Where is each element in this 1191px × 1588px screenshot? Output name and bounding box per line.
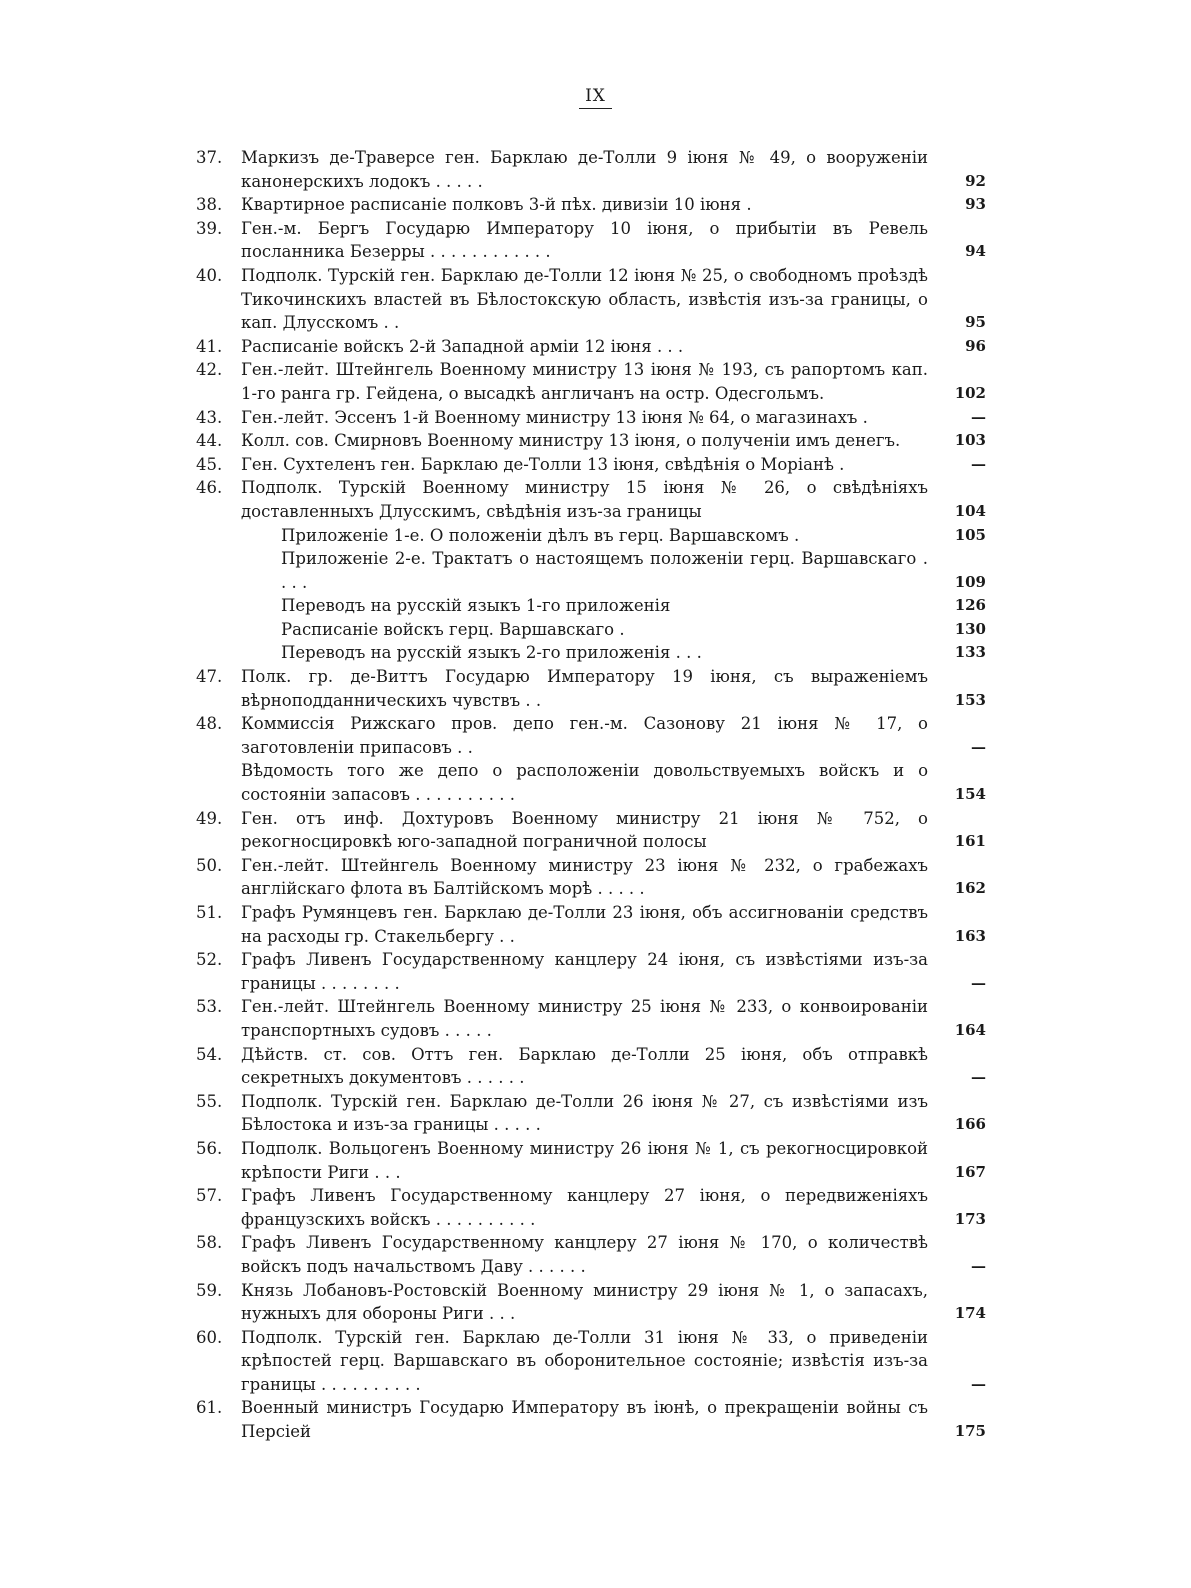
entry-title: Колл. сов. Смирновъ Военному министру 13 іюня, о полученіи имъ денегъ. [241, 431, 901, 451]
entry-number: 58. [196, 1233, 223, 1253]
toc-entry [196, 453, 986, 477]
entry-title: Приложеніе 2-е. Трактатъ о настоящемъ положеніи герц. Варшавскаго . . . . [281, 549, 928, 592]
entry-page-number: 164 [954, 1020, 986, 1039]
entry-title: Приложеніе 1-е. О положеніи дѣлъ въ герц. Варшавскомъ . [281, 525, 800, 545]
toc-entry [196, 1231, 986, 1278]
entry-page-number: 175 [954, 1422, 986, 1441]
entry-page-number: — [971, 407, 986, 426]
toc-entry [196, 901, 986, 948]
toc-entry [196, 1043, 986, 1090]
toc-entry [196, 547, 986, 594]
toc-entry [196, 524, 986, 548]
entry-page-number: 105 [954, 525, 986, 544]
toc-entry [196, 429, 986, 453]
entry-number [196, 641, 241, 665]
toc-entry [196, 476, 986, 523]
entry-title: Графъ Ливенъ Государственному канцлеру 27 іюня, о передвиженіяхъ французскихъ войскъ . . . . . . . . . . [241, 1186, 928, 1229]
entry-number: 52. [196, 950, 223, 970]
entry-title: Военный министръ Государю Императору въ іюнѣ, о прекращеніи войны съ Персіей [241, 1398, 928, 1442]
entry-title: Расписаніе войскъ 2-й Западной арміи 12 іюня . . . [241, 336, 684, 356]
entry-number: 40. [196, 265, 223, 285]
entry-number: 41. [196, 336, 223, 356]
entry-page-number: 153 [954, 690, 986, 709]
entry-page-number: 163 [954, 926, 986, 945]
entry-title: Вѣдомость того же депо о расположеніи довольствуемыхъ войскъ и о состояніи запасовъ . . . . . . . . . . [241, 761, 928, 805]
entry-page-number: 102 [954, 383, 986, 402]
entry-page-number: 92 [965, 171, 986, 190]
toc-entry [196, 146, 986, 193]
entry-title: Графъ Румянцевъ ген. Барклаю де-Толли 23 іюня, объ ассигнованіи средствъ на расходы гр. Стакельбергу . . [241, 903, 928, 946]
entry-title: Подполк. Турскій ген. Барклаю де-Толли 31 іюня № 33, о приведеніи крѣпостей герц. Варшавскаго въ оборонительное состояніе; извѣстія изъ-за границы . . . . . . . . . . [241, 1327, 928, 1394]
entry-number: 49. [196, 808, 223, 828]
entry-number: 60. [196, 1327, 223, 1347]
entry-title: Подполк. Турскій ген. Барклаю де-Толли 12 іюня № 25, о свободномъ проѣздѣ Тикочинскихъ властей въ Бѣлостокскую область, извѣстія изъ-за границы, о кап. Длусскомъ . . [241, 265, 928, 333]
entry-page-number: 133 [954, 643, 986, 662]
toc-entry [196, 594, 986, 618]
toc-entry [196, 1326, 986, 1397]
entry-number: 53. [196, 997, 223, 1017]
toc-entry [196, 948, 986, 995]
entry-title: Графъ Ливенъ Государственному канцлеру 24 іюня, съ извѣстіями изъ-за границы . . . . . . . . [241, 950, 928, 993]
toc-entry [196, 193, 986, 217]
toc-entry [196, 759, 986, 806]
entry-title: Полк. гр. де-Виттъ Государю Императору 19 іюня, съ выраженіемъ вѣрноподданническихъ чувствъ . . [241, 667, 928, 710]
entry-title: Ген.-лейт. Эссенъ 1-й Военному министру 13 іюня № 64, о магазинахъ . [241, 407, 868, 427]
entry-page-number: — [971, 737, 986, 756]
entry-number: 46. [196, 478, 223, 498]
entry-page-number: 95 [965, 313, 986, 332]
toc-entry [196, 335, 986, 359]
toc-entry [196, 712, 986, 759]
toc-entry [196, 1137, 986, 1184]
entry-page-number: 173 [954, 1209, 986, 1228]
toc-entry [196, 854, 986, 901]
entry-title: Графъ Ливенъ Государственному канцлеру 27 іюня № 170, о количествѣ войскъ подъ начальствомъ Даву . . . . . . [241, 1233, 928, 1276]
entry-page-number: 93 [965, 195, 986, 214]
entry-title: Ген.-лейт. Штейнгель Военному министру 25 іюня № 233, о конвоированіи транспортныхъ судовъ . . . . . [241, 997, 928, 1040]
entry-number: 56. [196, 1138, 223, 1158]
entry-title: Ген. Сухтеленъ ген. Барклаю де-Толли 13 іюня, свѣдѣнія о Моріанѣ . [241, 454, 845, 474]
entry-page-number: — [971, 1374, 986, 1393]
toc-entry [196, 641, 986, 665]
entry-page-number: 104 [954, 501, 986, 520]
entry-title: Дѣйств. ст. сов. Оттъ ген. Барклаю де-Толли 25 іюня, объ отправкѣ секретныхъ документовъ . . . . . . [241, 1044, 928, 1088]
entry-number: 51. [196, 903, 223, 922]
table-of-contents [196, 146, 986, 1444]
toc-entry [196, 406, 986, 430]
entry-number: 37. [196, 148, 223, 167]
entry-page-number: 162 [954, 879, 986, 898]
entry-number: 61. [196, 1398, 223, 1418]
entry-page-number: — [971, 1256, 986, 1275]
entry-page-number: 94 [965, 242, 986, 261]
toc-entry [196, 1184, 986, 1231]
entry-page-number: 130 [954, 619, 986, 638]
entry-number: 38. [196, 195, 223, 215]
entry-title: Коммиссія Рижскаго пров. депо ген.-м. Сазонову 21 іюня № 17, о заготовленіи припасовъ . . [241, 714, 928, 757]
toc-entry [196, 995, 986, 1042]
entry-number: 47. [196, 667, 223, 687]
roman-page-number: IX [579, 86, 612, 109]
toc-entry [196, 358, 986, 405]
entry-number: 39. [196, 218, 223, 238]
entry-page-number: 103 [954, 431, 986, 450]
entry-title: Ген.-лейт. Штейнгель Военному министру 23 іюня № 232, о грабежахъ англійскаго флота въ Балтійскомъ морѣ . . . . . [241, 855, 928, 899]
entry-number: 43. [196, 407, 223, 427]
toc-entry [196, 217, 986, 264]
toc-entry [196, 1279, 986, 1326]
entry-page-number: 109 [954, 572, 986, 591]
entry-number: 55. [196, 1091, 223, 1111]
toc-entry [196, 1090, 986, 1137]
entry-title: Ген.-м. Бергъ Государю Императору 10 іюня, о прибытіи въ Ревель посланника Безерры . . . . . . . . . . . . [241, 218, 928, 262]
entry-title: Расписаніе войскъ герц. Варшавскаго . [281, 619, 625, 639]
entry-page-number: — [971, 454, 986, 473]
toc-entry [196, 665, 986, 712]
entry-page-number: 126 [954, 596, 986, 615]
entry-title: Переводъ на русскій языкъ 2-го приложенія . . . [281, 643, 702, 663]
entry-page-number: — [971, 973, 986, 992]
entry-title: Ген. отъ инф. Дохтуровъ Военному министру 21 іюня № 752, о рекогносцировкѣ юго-западной пограничной полосы [241, 808, 928, 852]
entry-page-number: 154 [954, 785, 986, 804]
entry-number [196, 524, 241, 548]
entry-number: 59. [196, 1280, 223, 1300]
entry-title: Подполк. Турскій ген. Барклаю де-Толли 26 іюня № 27, съ извѣстіями изъ Бѣлостока и изъ-за границы . . . . . [241, 1091, 928, 1135]
entry-title: Подполк. Вольцогенъ Военному министру 26 іюня № 1, съ рекогносцировкой крѣпости Риги . . . [241, 1138, 928, 1182]
page-header [0, 86, 1191, 109]
entry-number [196, 618, 241, 642]
toc-entry [196, 618, 986, 642]
entry-title: Ген.-лейт. Штейнгель Военному министру 13 іюня № 193, съ рапортомъ кап. 1-го ранга гр. Гейдена, о высадкѣ англичанъ на остр. Одесгольмъ. [241, 360, 928, 403]
entry-number [196, 547, 241, 594]
entry-page-number: 96 [965, 336, 986, 355]
entry-number: 44. [196, 431, 223, 451]
entry-number: 42. [196, 360, 223, 380]
entry-title: Подполк. Турскій Военному министру 15 іюня № 26, о свѣдѣніяхъ доставленныхъ Длусскимъ, свѣдѣнія изъ-за границы [241, 478, 928, 521]
entry-number: 45. [196, 454, 223, 474]
entry-title: Квартирное расписаніе полковъ 3-й пѣх. дивизіи 10 іюня . [241, 195, 752, 215]
entry-number: 54. [196, 1044, 223, 1064]
toc-entry [196, 264, 986, 335]
toc-entry [196, 807, 986, 854]
entry-title: Князь Лобановъ-Ростовскій Военному министру 29 іюня № 1, о запасахъ, нужныхъ для обороны Риги . . . [241, 1280, 928, 1324]
entry-number: 57. [196, 1186, 223, 1206]
entry-number [196, 759, 241, 806]
entry-number: 50. [196, 855, 223, 875]
entry-page-number: 166 [954, 1115, 986, 1134]
entry-number: 48. [196, 714, 223, 734]
entry-page-number: 167 [954, 1162, 986, 1181]
toc-entry [196, 1396, 986, 1443]
entry-page-number: 161 [954, 832, 986, 851]
entry-title: Маркизъ де-Траверсе ген. Барклаю де-Толли 9 іюня № 49, о вооруженіи канонерскихъ лодокъ . . . . . [241, 148, 928, 191]
entry-title: Переводъ на русскій языкъ 1-го приложенія [281, 596, 671, 616]
entry-number [196, 594, 241, 618]
entry-page-number: — [971, 1068, 986, 1087]
entry-page-number: 174 [954, 1304, 986, 1323]
